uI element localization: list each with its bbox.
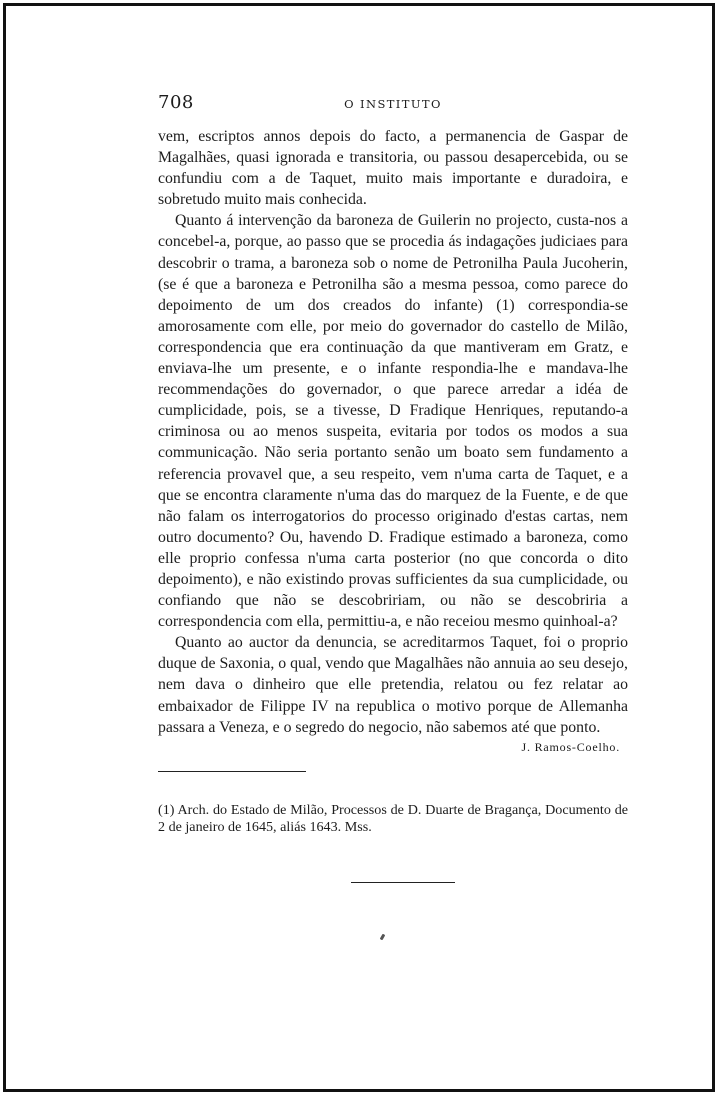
running-title: O INSTITUTO [344, 97, 442, 111]
author-signature: J. Ramos-Coelho. [521, 739, 620, 754]
book-page [158, 92, 628, 883]
paragraph-continuation: vem, escriptos annos depois do facto, a permanencia de Gaspar de Magalhães, quasi ignorada e transitoria, ou passou desapercebida, ou se confundiu com a de Taquet, muito mais importante e duradoira, e sobretudo muito mais conhecida. [158, 128, 628, 209]
footnote-separator [158, 771, 306, 772]
page-header [158, 92, 628, 118]
body-text [158, 126, 628, 738]
footnote [158, 802, 628, 836]
paragraph-baroneza: Quanto á intervenção da baroneza de Guilerin no projecto, custa-nos a concebel-a, porque, ao passo que se procedia ás indagações judiciaes para descobrir o trama, a baroneza sob o nome de Petronilha Paula Jucoherin, (se é que a baroneza e Petronilha são a mesma pessoa, como parece do depoimento de um dos creados do infante) (1) correspondia-se amorosamente com elle, por meio do governador do castello de Milão, correspondencia que era continuação da que mantiveram em Gratz, e enviava-lhe um presente, e o infante respondia-lhe e mandava-lhe recommendações do governador, o que parece arredar a idéa de cumplicidade, pois, se a tivesse, D Fradique Henriques, reputando-a criminosa ou ao menos suspeita, evitaria por todos os modos a sua communicação. Não seria portanto senão um boato sem fundamento a referencia provavel que, a seu respeito, vem n'uma carta de Taquet, e a que se encontra claramente n'uma das do marquez de la Fuente, e de que não falam os interrogatorios do processo originado d'estas cartas, nem outro documento? Ou, havendo D. Fradique estimado a baroneza, como elle proprio confessa n'uma carta posterior (no que concorda o dito depoimento), e não existindo provas sufficientes da sua cumplicidade, ou confiando que não se descobririam, ou não se descobriria a correspondencia com ella, permittiu-a, e não receiou mesmo quinhoal-a? [158, 212, 628, 631]
footnote-text: (1) Arch. do Estado de Milão, Processos de D. Duarte de Bragança, Documento de 2 de janeiro de 1645, aliás 1643. Mss. [158, 801, 628, 835]
page-number: 708 [158, 92, 194, 113]
paragraph-denuncia: Quanto ao auctor da denuncia, se acreditarmos Taquet, foi o proprio duque de Saxonia, o qual, vendo que Magalhães não annuia ao seu desejo, nem dava o dinheiro que elle pretendia, relatou ou fez relatar ao embaixador de Filippe IV na republica o motivo porque de Allemanha passara a Veneza, e o segredo do negocio, não sabemos até que ponto. [158, 634, 628, 736]
end-rule [351, 882, 455, 883]
